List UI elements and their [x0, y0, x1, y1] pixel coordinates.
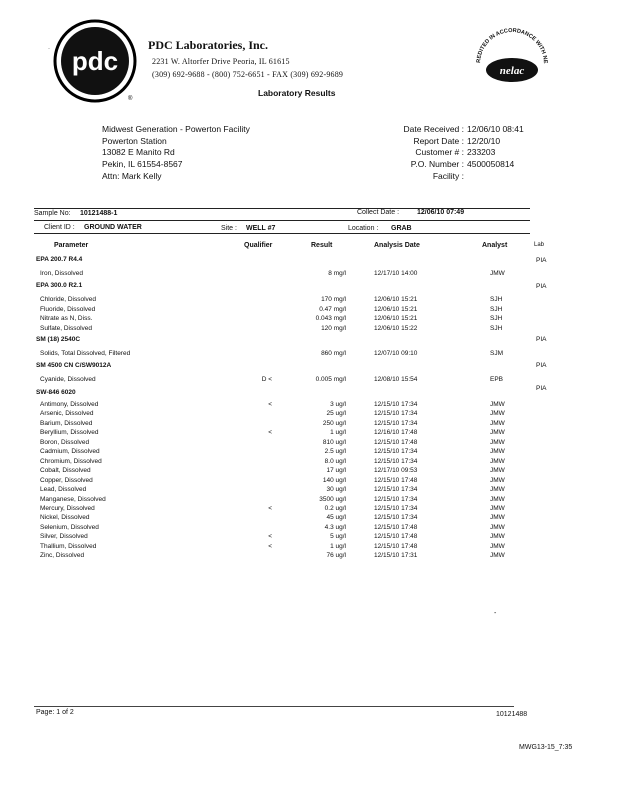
result-cell: 25 ug/l — [326, 410, 346, 418]
method-heading: EPA 300.0 R2.1 — [36, 282, 83, 289]
parameter-cell: Thallium, Dissolved — [40, 542, 97, 550]
method-heading: SW-846 6020 — [36, 389, 76, 396]
col-analysis-date: Analysis Date — [374, 242, 420, 249]
result-cell: 810 ug/l — [322, 438, 346, 446]
qualifier-cell: D < — [261, 376, 272, 383]
result-cell: 860 mg/l — [321, 350, 346, 357]
result-cell: 120 mg/l — [321, 324, 346, 332]
client-line: Pekin, IL 61554-8567 — [102, 159, 183, 170]
collect-date-label: Collect Date : — [357, 209, 400, 216]
parameter-cell: Solids, Total Dissolved, Filtered — [40, 350, 131, 357]
result-cell: 1 ug/l — [330, 429, 346, 437]
analyst-cell: JMW — [490, 495, 505, 503]
report-title: Laboratory Results — [258, 88, 336, 98]
analyst-cell: JMW — [490, 523, 505, 531]
parameter-cell: Beryllium, Dissolved — [40, 429, 99, 437]
col-qualifier: Qualifier — [244, 242, 273, 249]
svg-text:ACCREDITED IN ACCORDANCE WITH — [472, 24, 548, 64]
site: WELL #7 — [246, 225, 276, 232]
result-cell: 3 ug/l — [330, 401, 346, 408]
nelac-seal — [472, 24, 552, 88]
lab-code: PIA — [536, 362, 547, 369]
report-labels — [378, 124, 464, 183]
report-id: 10121488 — [496, 711, 528, 718]
result-cell: 5 ug/l — [330, 533, 346, 541]
analyst-cell: JMW — [490, 476, 505, 484]
result-cell: 0.47 mg/l — [319, 305, 346, 313]
analyst-cell: JMW — [490, 486, 505, 494]
parameter-cell: Cobalt, Dissolved — [40, 467, 91, 475]
analyst-cell: SJH — [490, 296, 503, 303]
result-cell: 3500 ug/l — [319, 495, 346, 503]
parameter-cell: Iron, Dissolved — [40, 270, 83, 277]
analysis-date-cell: 12/15/10 17:48 — [374, 533, 418, 541]
analyst-cell: JMW — [490, 504, 505, 512]
pdc-logo-graphic — [52, 18, 138, 104]
parameter-cell: Mercury, Dissolved — [40, 504, 95, 512]
scan-mark: · — [48, 46, 50, 52]
analyst-cell: JMW — [490, 429, 505, 437]
client-line: Attn: Mark Kelly — [102, 170, 162, 181]
method-heading: SM 4500 CN C/SW9012A — [36, 362, 112, 369]
page-number: Page: 1 of 2 — [36, 709, 74, 716]
report-label: Report Date : — [413, 135, 464, 146]
parameter-cell: Manganese, Dissolved — [40, 495, 106, 503]
analysis-date-cell: 12/08/10 15:54 — [374, 376, 418, 383]
logo-text: pdc — [71, 46, 119, 76]
analyst-cell: JMW — [490, 270, 505, 277]
sample-no-label: Sample No: — [34, 210, 71, 217]
company-address: 2231 W. Altorfer Drive Peoria, IL 61615 — [152, 57, 290, 66]
analysis-date-cell: 12/15/10 17:34 — [374, 419, 418, 427]
report-label: Date Received : — [403, 124, 464, 134]
analyst-cell: JMW — [490, 552, 505, 560]
qualifier-cell: < — [268, 429, 272, 437]
collect-date: 12/06/10 07:49 — [417, 209, 465, 216]
result-cell: 2.5 ug/l — [324, 448, 346, 456]
analysis-date-cell: 12/15/10 17:34 — [374, 486, 418, 494]
result-cell: 4.3 ug/l — [324, 523, 346, 531]
analysis-date-cell: 12/17/10 09:53 — [374, 467, 418, 475]
analyst-cell: SJH — [490, 315, 503, 323]
analyst-cell: EPB — [490, 376, 504, 383]
analysis-date-cell: 12/15/10 17:48 — [374, 542, 418, 550]
seal-text: REDITED IN ACCORDANCE WITH NE — [475, 27, 549, 64]
col-result: Result — [311, 242, 333, 249]
svg-text:®: ® — [128, 96, 133, 102]
result-cell: 17 ug/l — [326, 467, 346, 475]
analysis-date-cell: 12/06/10 15:21 — [374, 296, 418, 303]
result-cell: 45 ug/l — [326, 514, 346, 522]
analysis-date-cell: 12/15/10 17:48 — [374, 523, 418, 531]
parameter-cell: Cadmium, Dissolved — [40, 448, 100, 456]
parameter-cell: Cyanide, Dissolved — [40, 376, 96, 383]
lab-code: PIA — [536, 283, 547, 290]
parameter-cell: Lead, Dissolved — [40, 486, 87, 494]
parameter-cell: Selenium, Dissolved — [40, 523, 99, 531]
analysis-date-cell: 12/15/10 17:48 — [374, 438, 418, 446]
parameter-cell: Silver, Dissolved — [40, 533, 88, 541]
analyst-cell: JMW — [490, 410, 505, 418]
analysis-date-cell: 12/06/10 15:22 — [374, 324, 418, 332]
col-parameter: Parameter — [54, 242, 89, 249]
qualifier-cell: < — [268, 401, 272, 408]
report-value: 233203 — [467, 147, 496, 158]
analyst-cell: JMW — [490, 467, 505, 475]
analyst-cell: JMW — [490, 438, 505, 446]
analysis-date-cell: 12/15/10 17:31 — [374, 552, 418, 560]
client-id: GROUND WATER — [84, 224, 142, 231]
parameter-cell: Fluoride, Dissolved — [40, 305, 96, 313]
report-value — [467, 171, 524, 183]
analysis-date-cell: 12/15/10 17:48 — [374, 476, 418, 484]
parameter-cell: Antimony, Dissolved — [40, 401, 99, 408]
client-line: Midwest Generation - Powerton Facility — [102, 124, 250, 134]
sample-mid-rule — [34, 220, 530, 221]
report-values — [467, 124, 524, 183]
parameter-cell: Boron, Dissolved — [40, 438, 90, 446]
svg-text:nelac: nelac — [499, 65, 525, 77]
analysis-date-cell: 12/16/10 17:48 — [374, 429, 418, 437]
parameter-cell: Zinc, Dissolved — [40, 552, 85, 560]
result-cell: 76 ug/l — [326, 552, 346, 560]
client-address — [102, 124, 250, 183]
analysis-date-cell: 12/15/10 17:34 — [374, 514, 418, 522]
analysis-date-cell: 12/15/10 17:34 — [374, 401, 418, 408]
pdc-logo — [52, 18, 138, 104]
analysis-date-cell: 12/06/10 15:21 — [374, 305, 418, 313]
parameter-cell: Copper, Dissolved — [40, 476, 93, 484]
report-label: Facility : — [432, 170, 464, 181]
parameter-cell: Barium, Dissolved — [40, 419, 93, 427]
analysis-date-cell: 12/15/10 17:34 — [374, 457, 418, 465]
parameter-cell: Nitrate as N, Diss. — [40, 315, 93, 323]
scan-mark: - — [494, 610, 497, 617]
analysis-date-cell: 12/15/10 17:34 — [374, 410, 418, 418]
method-heading: EPA 200.7 R4.4 — [36, 256, 83, 263]
col-lab: Lab — [534, 242, 545, 248]
analyst-cell: JMW — [490, 514, 505, 522]
report-label: P.O. Number : — [410, 159, 464, 170]
doc-code: MWG13-15_7:35 — [519, 744, 573, 751]
qualifier-cell: < — [268, 533, 272, 541]
result-cell: 170 mg/l — [321, 296, 346, 303]
lab-code: PIA — [536, 336, 547, 343]
report-value: 4500050814 — [467, 159, 515, 170]
result-cell: 140 ug/l — [322, 476, 346, 484]
analyst-cell: JMW — [490, 448, 505, 456]
client-id-label: Client ID : — [44, 224, 75, 231]
company-phones: (309) 692-9688 - (800) 752-6651 - FAX (309) 692-9689 — [152, 70, 344, 79]
analyst-cell: JMW — [490, 542, 505, 550]
result-cell: 0.005 mg/l — [315, 376, 346, 383]
analyst-cell: JMW — [490, 401, 505, 408]
report-label: Customer # : — [415, 147, 464, 158]
qualifier-cell: < — [268, 542, 272, 550]
method-heading: SM (18) 2540C — [36, 336, 81, 343]
client-line: Powerton Station — [102, 135, 167, 146]
analysis-date-cell: 12/15/10 17:34 — [374, 495, 418, 503]
location-label: Location : — [348, 225, 379, 232]
result-cell: 250 ug/l — [322, 419, 346, 427]
site-label: Site : — [221, 225, 237, 232]
result-cell: 0.2 ug/l — [324, 504, 346, 512]
parameter-cell: Chloride, Dissolved — [40, 296, 96, 303]
footer-rule — [34, 706, 514, 707]
result-cell: 8 mg/l — [328, 270, 346, 277]
result-cell: 30 ug/l — [326, 486, 346, 494]
analysis-date-cell: 12/15/10 17:34 — [374, 504, 418, 512]
parameter-cell: Arsenic, Dissolved — [40, 410, 94, 418]
location: GRAB — [391, 225, 412, 232]
analyst-cell: SJM — [490, 350, 503, 357]
parameter-cell: Sulfate, Dissolved — [40, 324, 93, 332]
analysis-date-cell: 12/15/10 17:34 — [374, 448, 418, 456]
company-name: PDC Laboratories, Inc. — [148, 38, 268, 52]
col-analyst: Analyst — [482, 242, 508, 249]
sample-no: 10121488-1 — [80, 210, 118, 217]
qualifier-cell: < — [268, 504, 272, 512]
analyst-cell: JMW — [490, 457, 505, 465]
analyst-cell: SJH — [490, 305, 503, 313]
client-line: 13082 E Manito Rd — [102, 147, 175, 158]
analyst-cell: JMW — [490, 419, 505, 427]
lab-code: PIA — [536, 385, 547, 392]
analysis-date-cell: 12/07/10 09:10 — [374, 350, 418, 357]
result-cell: 1 ug/l — [330, 542, 346, 550]
analysis-date-cell: 12/06/10 15:21 — [374, 315, 418, 323]
analysis-date-cell: 12/17/10 14:00 — [374, 270, 418, 277]
result-cell: 0.043 mg/l — [315, 315, 346, 323]
analyst-cell: SJH — [490, 324, 503, 332]
analyst-cell: JMW — [490, 533, 505, 541]
sample-bottom-rule — [34, 233, 530, 234]
report-value: 12/20/10 — [467, 135, 501, 146]
result-cell: 8.0 ug/l — [324, 457, 346, 465]
parameter-cell: Chromium, Dissolved — [40, 457, 102, 465]
parameter-cell: Nickel, Dissolved — [40, 514, 90, 522]
lab-code: PIA — [536, 257, 547, 264]
report-value: 12/06/10 08:41 — [467, 124, 524, 134]
